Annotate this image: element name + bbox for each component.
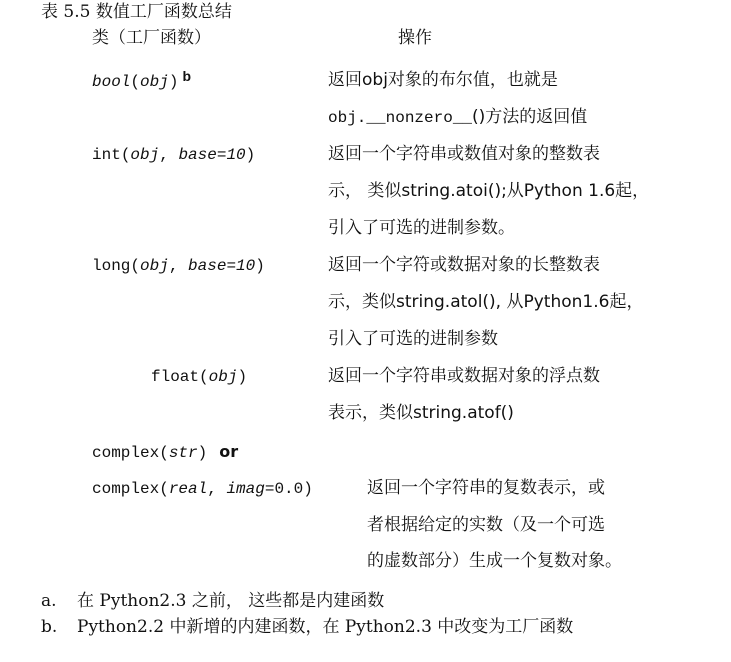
desc-int-line-3: 引入了可选的进制参数。 [328,218,515,238]
desc-long-line-3: 引入了可选的进制参数 [328,329,498,349]
signature-float: float(obj) [151,368,248,386]
table-caption: 表 5.5 数值工厂函数总结 [41,2,232,22]
signature-int: int(obj, base=10) [92,146,256,164]
signature-complex-real: complex(real, imag=0.0) [92,480,313,498]
desc-float-line-1: 返回一个字符串或数据对象的浮点数 [328,366,600,386]
footnote-b-text: Python2.2 中新增的内建函数，在 Python2.3 中改变为工厂函数 [77,617,574,637]
header-operation: 操作 [398,28,432,48]
desc-long-line-1: 返回一个字符或数据对象的长整数表 [328,255,600,275]
footnote-a-label: a. [41,591,57,611]
footnote-a-text: 在 Python2.3 之前， 这些都是内建函数 [77,591,385,611]
desc-bool-line-2: obj.__nonzero__()方法的返回值 [328,107,588,127]
signature-long: long(obj, base=10) [92,257,265,275]
or-keyword: or [219,442,239,461]
desc-int-line-1: 返回一个字符串或数值对象的整数表 [328,144,600,164]
signature-complex-str: complex(str) or [92,442,239,462]
signature-bool: bool(obj) b [92,68,191,91]
desc-long-line-2: 示，类似string.atol(), 从Python1.6起， [328,292,644,312]
desc-int-line-2: 示， 类似string.atoi();从Python 1.6起， [328,181,650,201]
footnote-marker-b: b [182,68,191,84]
desc-float-line-2: 表示，类似string.atof() [328,403,514,423]
desc-bool-line-1: 返回obj对象的布尔值，也就是 [328,70,558,90]
desc-complex-line-3: 的虚数部分）生成一个复数对象。 [367,551,622,571]
desc-complex-line-1: 返回一个字符串的复数表示，或 [367,478,605,498]
footnote-b-label: b. [41,617,58,637]
header-factory-function: 类（工厂函数） [92,28,211,48]
desc-complex-line-2: 者根据给定的实数（及一个可选 [367,515,605,535]
